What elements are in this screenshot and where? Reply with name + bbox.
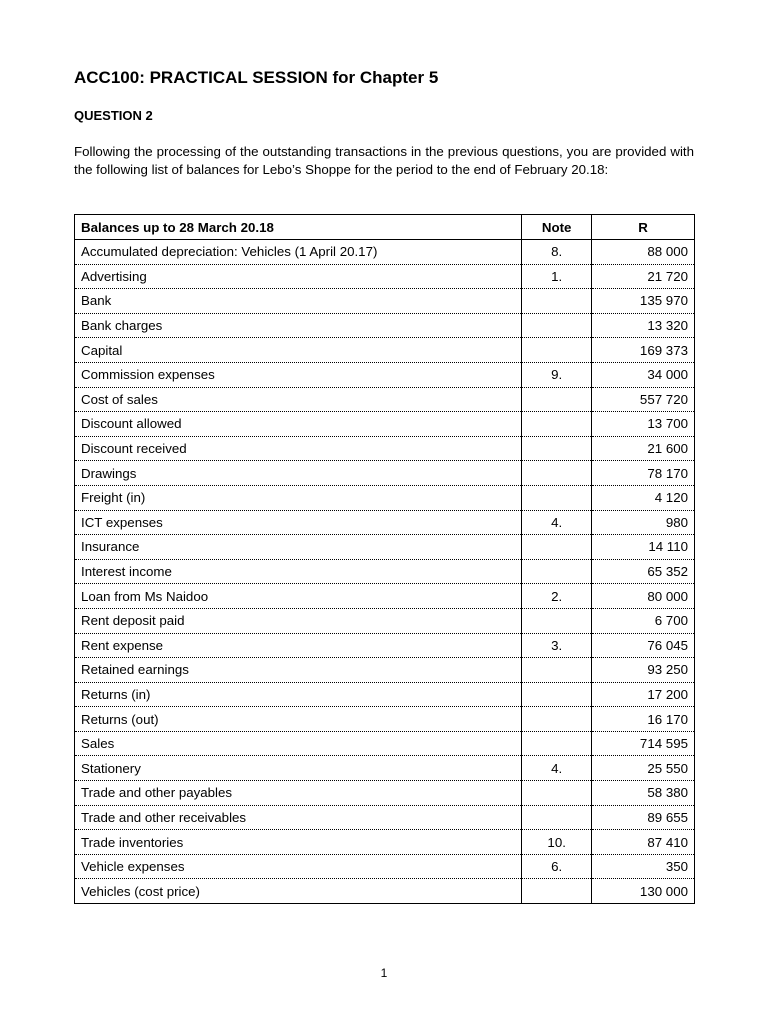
row-note [522, 412, 592, 437]
row-description: Discount received [75, 436, 522, 461]
table-row [75, 633, 695, 658]
table-row [75, 854, 695, 879]
row-note: 2. [522, 584, 592, 609]
row-note: 10. [522, 830, 592, 855]
row-amount: 169 373 [592, 338, 695, 363]
table-row [75, 436, 695, 461]
row-amount: 4 120 [592, 485, 695, 510]
table-row [75, 510, 695, 535]
row-description: Discount allowed [75, 412, 522, 437]
table-row [75, 707, 695, 732]
row-note: 4. [522, 510, 592, 535]
row-description: Loan from Ms Naidoo [75, 584, 522, 609]
row-amount: 13 700 [592, 412, 695, 437]
row-description: Vehicles (cost price) [75, 879, 522, 904]
row-amount: 980 [592, 510, 695, 535]
row-note: 6. [522, 854, 592, 879]
question-heading: QUESTION 2 [74, 108, 153, 123]
row-description: Advertising [75, 264, 522, 289]
table-row [75, 362, 695, 387]
row-amount: 714 595 [592, 731, 695, 756]
intro-paragraph: Following the processing of the outstanding transactions in the previous questions, you are provided with the following list of balances for Lebo’s Shoppe for the period to the end of February 20.18: [74, 144, 694, 177]
row-note [522, 707, 592, 732]
row-amount: 135 970 [592, 289, 695, 314]
row-description: Trade and other payables [75, 781, 522, 806]
page-title: ACC100: PRACTICAL SESSION for Chapter 5 [74, 68, 439, 87]
table-row [75, 289, 695, 314]
row-note [522, 313, 592, 338]
row-description: Bank [75, 289, 522, 314]
row-note [522, 535, 592, 560]
row-note [522, 608, 592, 633]
row-description: Retained earnings [75, 658, 522, 683]
row-note [522, 485, 592, 510]
row-description: Capital [75, 338, 522, 363]
row-amount: 13 320 [592, 313, 695, 338]
row-note [522, 682, 592, 707]
table-row [75, 264, 695, 289]
row-amount: 17 200 [592, 682, 695, 707]
page-number: 1 [380, 966, 388, 980]
row-note [522, 805, 592, 830]
row-description: Trade inventories [75, 830, 522, 855]
table-row [75, 535, 695, 560]
row-description: Freight (in) [75, 485, 522, 510]
table-row [75, 731, 695, 756]
row-description: Cost of sales [75, 387, 522, 412]
table-row [75, 584, 695, 609]
row-amount: 93 250 [592, 658, 695, 683]
table-row [75, 756, 695, 781]
table-row [75, 608, 695, 633]
row-description: Returns (out) [75, 707, 522, 732]
row-description: Drawings [75, 461, 522, 486]
row-amount: 14 110 [592, 535, 695, 560]
table-row [75, 830, 695, 855]
table-row [75, 879, 695, 904]
row-note [522, 436, 592, 461]
row-amount: 557 720 [592, 387, 695, 412]
row-description: ICT expenses [75, 510, 522, 535]
table-row [75, 412, 695, 437]
row-amount: 88 000 [592, 240, 695, 265]
row-note [522, 781, 592, 806]
row-description: Accumulated depreciation: Vehicles (1 April 20.17) [75, 240, 522, 265]
row-note: 3. [522, 633, 592, 658]
row-note [522, 879, 592, 904]
table-body [75, 240, 695, 904]
row-description: Rent expense [75, 633, 522, 658]
header-description: Balances up to 28 March 20.18 [75, 215, 522, 240]
row-amount: 25 550 [592, 756, 695, 781]
table-row [75, 559, 695, 584]
row-description: Stationery [75, 756, 522, 781]
row-note [522, 731, 592, 756]
row-amount: 34 000 [592, 362, 695, 387]
row-amount: 16 170 [592, 707, 695, 732]
row-description: Sales [75, 731, 522, 756]
row-note: 8. [522, 240, 592, 265]
row-amount: 65 352 [592, 559, 695, 584]
row-note [522, 461, 592, 486]
row-amount: 130 000 [592, 879, 695, 904]
row-description: Bank charges [75, 313, 522, 338]
row-amount: 21 720 [592, 264, 695, 289]
row-note [522, 289, 592, 314]
table-row [75, 387, 695, 412]
row-amount: 80 000 [592, 584, 695, 609]
table-row [75, 240, 695, 265]
table-row [75, 805, 695, 830]
row-amount: 89 655 [592, 805, 695, 830]
row-description: Vehicle expenses [75, 854, 522, 879]
row-amount: 78 170 [592, 461, 695, 486]
row-description: Commission expenses [75, 362, 522, 387]
row-amount: 87 410 [592, 830, 695, 855]
table-row [75, 313, 695, 338]
row-description: Trade and other receivables [75, 805, 522, 830]
table-row [75, 658, 695, 683]
table-row [75, 485, 695, 510]
table-row [75, 682, 695, 707]
table-header-row [75, 215, 695, 240]
balances-table [74, 214, 695, 904]
row-amount: 6 700 [592, 608, 695, 633]
header-amount: R [592, 215, 695, 240]
table-row [75, 781, 695, 806]
row-note [522, 387, 592, 412]
row-amount: 76 045 [592, 633, 695, 658]
row-note: 1. [522, 264, 592, 289]
table-row [75, 338, 695, 363]
row-note: 4. [522, 756, 592, 781]
row-note [522, 658, 592, 683]
row-note [522, 338, 592, 363]
row-description: Rent deposit paid [75, 608, 522, 633]
row-note [522, 559, 592, 584]
row-amount: 21 600 [592, 436, 695, 461]
row-note: 9. [522, 362, 592, 387]
header-note: Note [522, 215, 592, 240]
row-description: Returns (in) [75, 682, 522, 707]
table-row [75, 461, 695, 486]
row-description: Interest income [75, 559, 522, 584]
row-amount: 58 380 [592, 781, 695, 806]
row-amount: 350 [592, 854, 695, 879]
row-description: Insurance [75, 535, 522, 560]
